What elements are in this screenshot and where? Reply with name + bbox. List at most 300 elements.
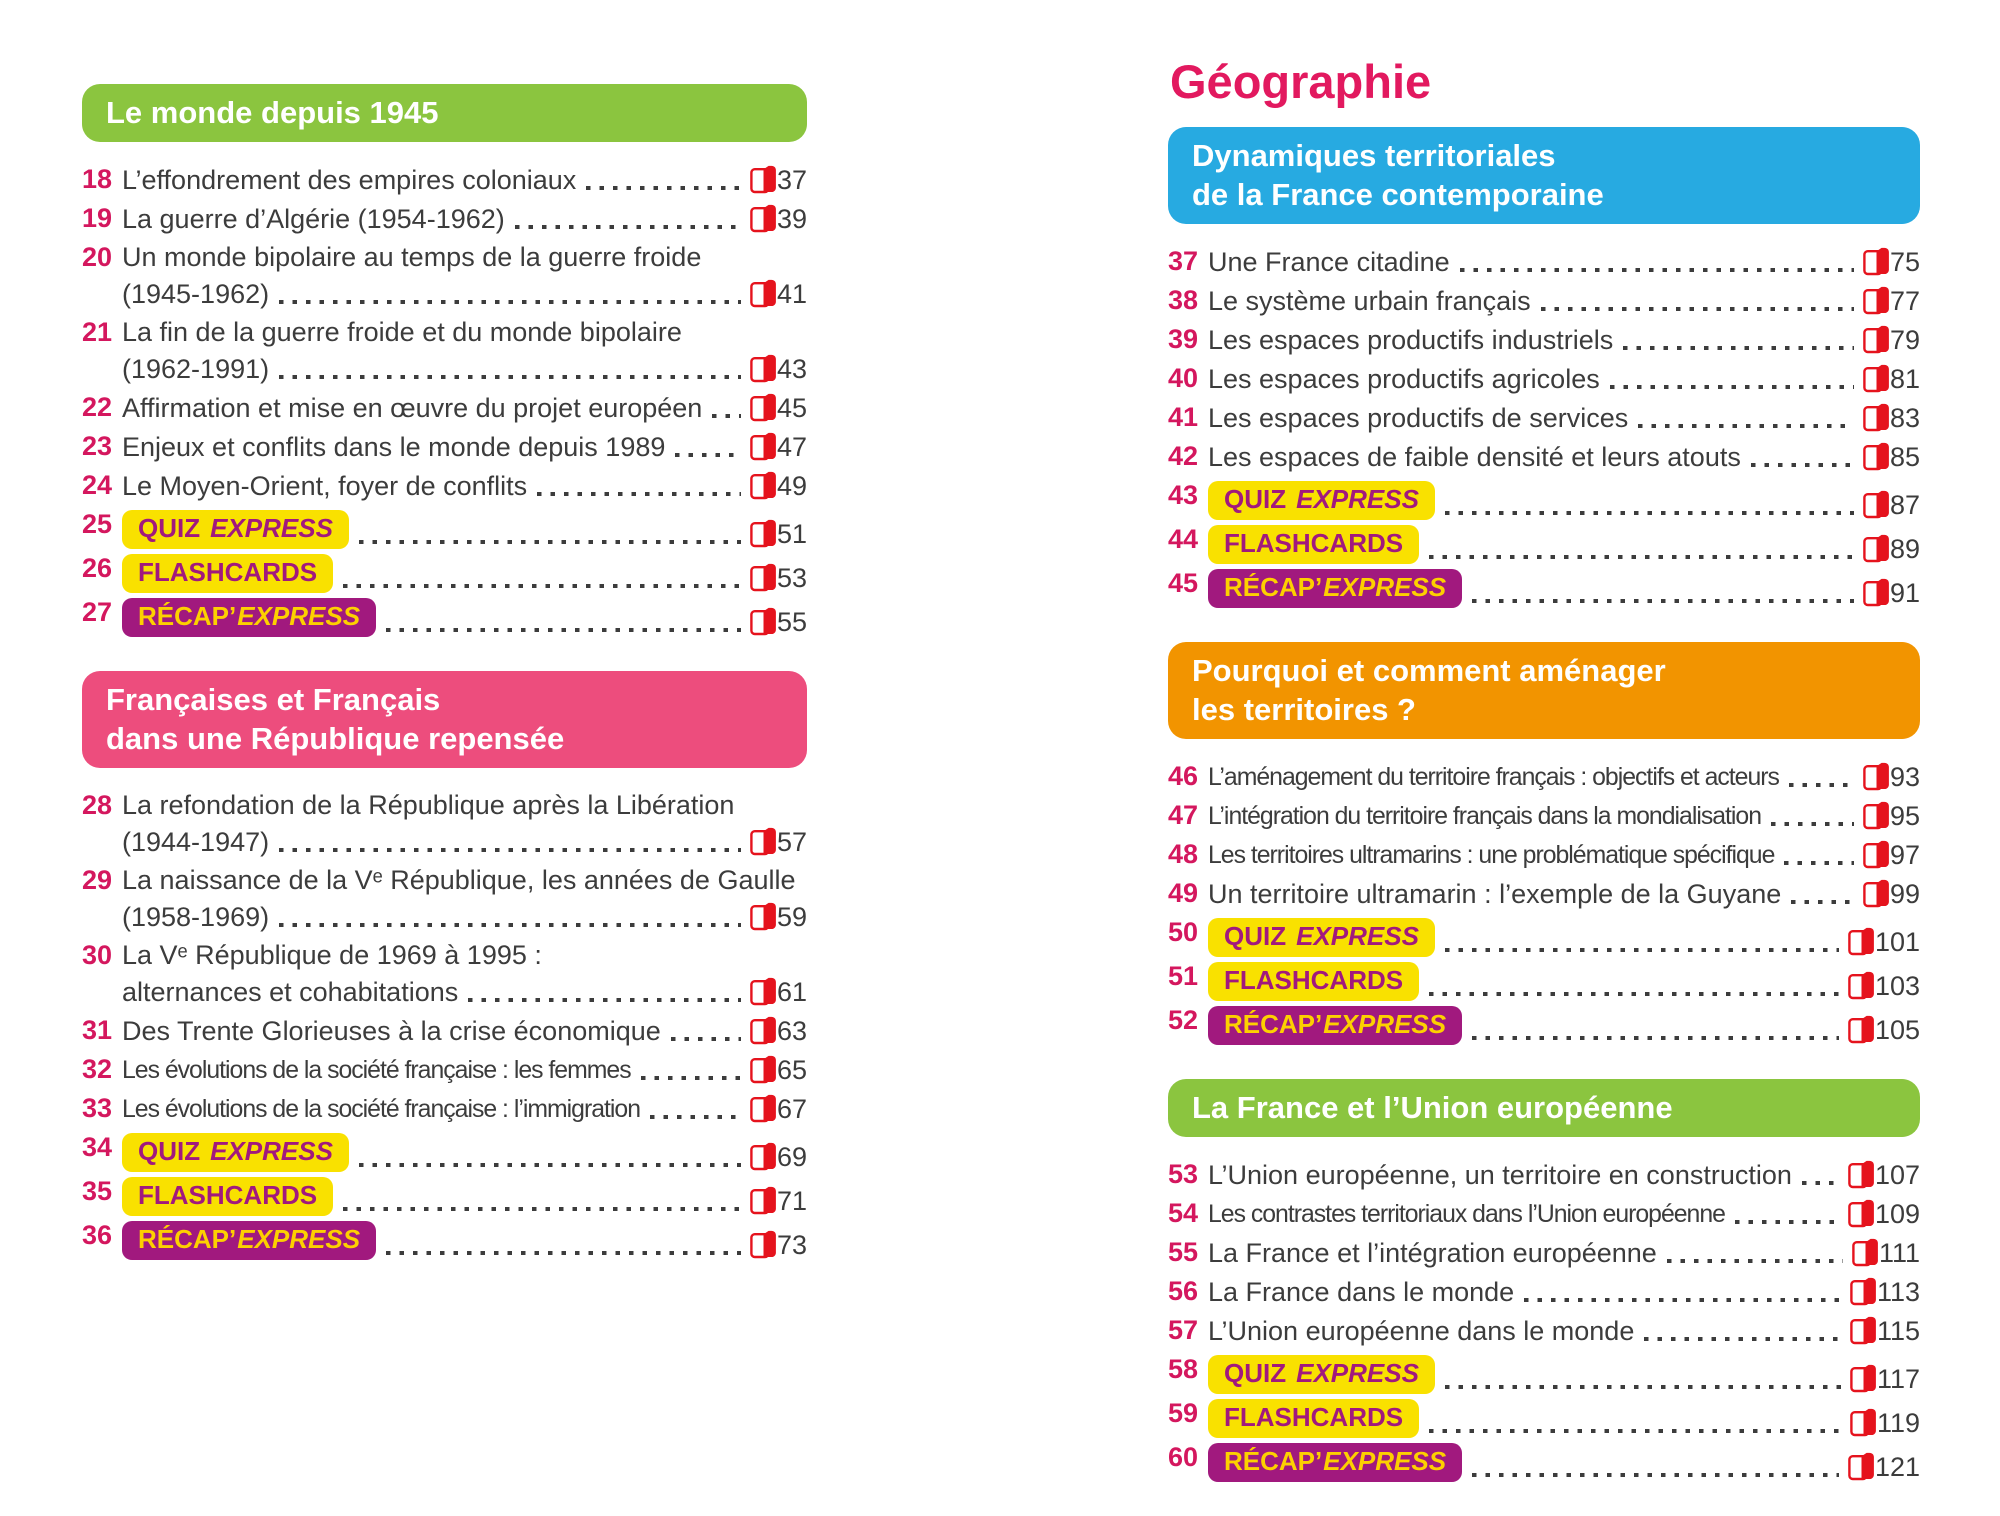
- page-number: 39: [776, 204, 807, 234]
- entry-leader-row: [1208, 918, 1920, 957]
- dotted-leader: [1644, 1337, 1841, 1342]
- entry-leader-row: [1208, 1006, 1920, 1045]
- page-number: 43: [776, 354, 807, 384]
- chapter-number: 19: [82, 203, 113, 233]
- chapter-number: 35: [82, 1176, 113, 1206]
- page-marker-icon: [1848, 1199, 1875, 1229]
- dotted-leader: [515, 225, 741, 230]
- page-number: 63: [776, 1016, 807, 1046]
- badge-label-bold: FLASHCARDS: [138, 1180, 318, 1210]
- page-number: 87: [1889, 490, 1920, 520]
- chapter-number: 28: [82, 790, 113, 820]
- entry-title: Les évolutions de la société française : les femmes: [122, 1057, 631, 1084]
- page-marker-icon: [1850, 1408, 1877, 1438]
- toc-entry: [1168, 1355, 1920, 1394]
- dotted-leader: [359, 1163, 741, 1168]
- dotted-leader: [641, 1076, 741, 1081]
- toc-entry: [82, 1094, 807, 1124]
- dotted-leader: [1791, 900, 1854, 905]
- chapter-number: 37: [1168, 246, 1199, 276]
- toc-entry: [82, 471, 807, 501]
- page-number: 79: [1889, 325, 1920, 355]
- entry-content: [122, 866, 807, 932]
- toc-entry: [1168, 442, 1920, 472]
- entry-leader-row: [122, 827, 807, 857]
- page-number: 119: [1876, 1408, 1920, 1438]
- badge-label-bold: RÉCAP’: [1224, 1446, 1323, 1476]
- dotted-leader: [1610, 385, 1854, 390]
- page-number: 121: [1874, 1452, 1920, 1482]
- page-number: 69: [776, 1142, 807, 1172]
- entry-leader-row: [1208, 879, 1920, 909]
- dotted-leader: [1472, 1473, 1839, 1478]
- entry-title: Le système urbain français: [1208, 286, 1531, 316]
- toc-entry: [82, 598, 807, 637]
- entry-leader-row: [1208, 403, 1920, 433]
- chapter-number: 59: [1168, 1398, 1199, 1428]
- entry-leader-row: [1208, 1277, 1920, 1307]
- entry-content: [122, 204, 807, 234]
- badge-label-italic: EXPRESS: [1296, 484, 1419, 514]
- toc-entry: [82, 510, 807, 549]
- entry-leader-row: [122, 204, 807, 234]
- entry-title: L’Union européenne, un territoire en construction: [1208, 1160, 1792, 1190]
- entry-content: [122, 1133, 807, 1172]
- entry-title: Les espaces productifs industriels: [1208, 325, 1614, 355]
- badge-label-italic: EXPRESS: [1296, 1358, 1419, 1388]
- toc-entry: [1168, 525, 1920, 564]
- page-marker-icon: [750, 1016, 777, 1046]
- entry-badge: [122, 554, 333, 593]
- chapter-number: 58: [1168, 1354, 1199, 1384]
- page-marker-icon: [1848, 1452, 1875, 1482]
- entry-content: [1208, 1238, 1920, 1268]
- badge-label-bold: RÉCAP’: [138, 1224, 237, 1254]
- dotted-leader: [279, 300, 741, 305]
- chapter-number: 20: [82, 242, 113, 272]
- entry-title: La guerre d’Algérie (1954-1962): [122, 204, 505, 234]
- entry-badge: [1208, 525, 1419, 564]
- entry-content: [1208, 442, 1920, 472]
- toc-entry: [1168, 1277, 1920, 1307]
- entry-content: [1208, 918, 1920, 957]
- entry-leader-row: [1208, 1238, 1920, 1268]
- entry-leader-row: [122, 902, 807, 932]
- dotted-leader: [343, 584, 741, 589]
- toc-entry: [1168, 364, 1920, 394]
- entry-leader-row: [122, 510, 807, 549]
- toc-entry: [82, 791, 807, 857]
- dotted-leader: [537, 492, 741, 497]
- chapter-number: 43: [1168, 480, 1199, 510]
- dotted-leader: [1429, 1429, 1841, 1434]
- entry-content: [1208, 879, 1920, 909]
- dotted-leader: [1429, 555, 1854, 560]
- chapter-number: 30: [82, 940, 113, 970]
- page-number: 45: [776, 393, 807, 423]
- entry-leader-row: [122, 1177, 807, 1216]
- page-number: 41: [776, 279, 807, 309]
- page-marker-icon: [1848, 971, 1875, 1001]
- dotted-leader: [279, 375, 741, 380]
- toc-entry: [1168, 286, 1920, 316]
- toc-entry: [82, 318, 807, 384]
- dotted-leader: [712, 414, 741, 419]
- dotted-leader: [1445, 1385, 1841, 1390]
- entry-title-line1: La Vᵉ République de 1969 à 1995 :: [122, 940, 542, 970]
- toc-section: [1168, 127, 1920, 608]
- page-number: 73: [776, 1230, 807, 1260]
- page-number: 55: [776, 607, 807, 637]
- entry-leader-row: [122, 165, 807, 195]
- page-marker-icon: [1850, 1277, 1877, 1307]
- entry-leader-row: [122, 1016, 807, 1046]
- section-entries: [82, 165, 807, 637]
- page-marker-icon: [1850, 1316, 1877, 1346]
- dotted-leader: [1789, 783, 1854, 788]
- badge-label-bold: FLASHCARDS: [1224, 1402, 1404, 1432]
- badge-label-italic: EXPRESS: [237, 601, 361, 631]
- page-number: 71: [776, 1186, 807, 1216]
- entry-leader-row: [1208, 1316, 1920, 1346]
- entry-title: (1944-1947): [122, 827, 270, 857]
- entry-content: [1208, 364, 1920, 394]
- toc-entry: [1168, 1316, 1920, 1346]
- section-entries: [1168, 247, 1920, 608]
- page-number: 103: [1874, 971, 1920, 1001]
- page-number: 57: [776, 827, 807, 857]
- badge-label-bold: FLASHCARDS: [138, 557, 318, 587]
- entry-title: L’Union européenne dans le monde: [1208, 1316, 1635, 1346]
- dotted-leader: [650, 1115, 741, 1120]
- chapter-number: 46: [1168, 761, 1199, 791]
- dotted-leader: [279, 848, 741, 853]
- page-number: 67: [776, 1094, 807, 1124]
- page-marker-icon: [1863, 247, 1890, 277]
- page-marker-icon: [1863, 578, 1890, 608]
- page-number: 65: [776, 1055, 807, 1085]
- page-marker-icon: [750, 607, 777, 637]
- page-marker-icon: [1863, 490, 1890, 520]
- dotted-leader: [1472, 599, 1854, 604]
- chapter-number: 33: [82, 1093, 113, 1123]
- chapter-number: 22: [82, 392, 113, 422]
- chapter-number: 26: [82, 553, 113, 583]
- badge-label-italic: EXPRESS: [210, 513, 333, 543]
- toc-entry: [82, 1221, 807, 1260]
- entry-title: (1962-1991): [122, 354, 270, 384]
- page-number: 49: [776, 471, 807, 501]
- dotted-leader: [1667, 1259, 1843, 1264]
- entry-content: [1208, 1355, 1920, 1394]
- entry-leader-row: [122, 279, 807, 309]
- chapter-number: 49: [1168, 878, 1199, 908]
- entry-badge: [122, 510, 349, 549]
- toc-entry: [1168, 1443, 1920, 1482]
- chapter-number: 53: [1168, 1159, 1199, 1189]
- chapter-number: 48: [1168, 839, 1199, 869]
- toc-entry: [1168, 569, 1920, 608]
- page-marker-icon: [1863, 325, 1890, 355]
- badge-label-bold: FLASHCARDS: [1224, 965, 1404, 995]
- toc-entry: [82, 1055, 807, 1085]
- page-marker-icon: [1863, 879, 1890, 909]
- toc-entry: [1168, 962, 1920, 1001]
- chapter-number: 52: [1168, 1005, 1199, 1035]
- toc-entry: [1168, 1006, 1920, 1045]
- section-entries: [82, 791, 807, 1260]
- toc-section: [82, 84, 807, 637]
- page-marker-icon: [750, 165, 777, 195]
- entry-leader-row: [1208, 1160, 1920, 1190]
- entry-title: L’effondrement des empires coloniaux: [122, 165, 577, 195]
- dotted-leader: [675, 453, 741, 458]
- entry-leader-row: [1208, 1199, 1920, 1229]
- entry-content: [122, 554, 807, 593]
- entry-content: [1208, 481, 1920, 520]
- entry-title: Les territoires ultramarins : une problématique spécifique: [1208, 842, 1775, 869]
- chapter-number: 29: [82, 865, 113, 895]
- entry-content: [122, 598, 807, 637]
- entry-content: [1208, 569, 1920, 608]
- page-marker-icon: [750, 902, 777, 932]
- badge-label-italic: EXPRESS: [237, 1224, 361, 1254]
- page-number: 53: [776, 563, 807, 593]
- entry-leader-row: [122, 598, 807, 637]
- page-number: 61: [776, 977, 807, 1007]
- entry-content: [122, 1221, 807, 1260]
- toc-section: [1168, 1079, 1920, 1482]
- entry-title: alternances et cohabitations: [122, 977, 459, 1007]
- entry-leader-row: [1208, 840, 1920, 870]
- chapter-number: 23: [82, 431, 113, 461]
- section-header: La France et l’Union européenne: [1168, 1079, 1920, 1137]
- dotted-leader: [586, 186, 741, 191]
- entry-content: [122, 471, 807, 501]
- chapter-number: 54: [1168, 1198, 1199, 1228]
- entry-leader-row: [1208, 1399, 1920, 1438]
- chapter-number: 39: [1168, 324, 1199, 354]
- badge-label-bold: QUIZ: [1224, 1358, 1287, 1388]
- entry-leader-row: [1208, 1443, 1920, 1482]
- chapter-number: 51: [1168, 961, 1199, 991]
- subject-title: Géographie: [1170, 55, 1432, 108]
- badge-label-bold: QUIZ: [1224, 484, 1287, 514]
- page-marker-icon: [750, 519, 777, 549]
- toc-entry: [82, 432, 807, 462]
- page-marker-icon: [750, 204, 777, 234]
- entry-title: L’aménagement du territoire français : objectifs et acteurs: [1208, 764, 1779, 791]
- page-marker-icon: [1850, 1364, 1877, 1394]
- dotted-leader: [1771, 822, 1854, 827]
- entry-leader-row: [1208, 569, 1920, 608]
- page-marker-icon: [750, 1230, 777, 1260]
- entry-content: [1208, 1443, 1920, 1482]
- toc-entry: [1168, 325, 1920, 355]
- badge-label-italic: EXPRESS: [210, 1136, 333, 1166]
- geography-sections: [1168, 127, 1920, 1482]
- dotted-leader: [1802, 1181, 1839, 1186]
- entry-content: [1208, 1277, 1920, 1307]
- toc-entry: [82, 165, 807, 195]
- entry-badge: [122, 1133, 349, 1172]
- page-number: 51: [776, 519, 807, 549]
- page-number: 97: [1889, 840, 1920, 870]
- history-sections: [82, 0, 807, 1260]
- page-marker-icon: [1863, 403, 1890, 433]
- entry-title: Les espaces productifs agricoles: [1208, 364, 1600, 394]
- toc-entry: [82, 941, 807, 1007]
- badge-label-italic: EXPRESS: [1323, 1446, 1447, 1476]
- toc-entry: [82, 393, 807, 423]
- entry-leader-row: [1208, 364, 1920, 394]
- entry-leader-row: [122, 393, 807, 423]
- chapter-number: 56: [1168, 1276, 1199, 1306]
- entry-content: [122, 1016, 807, 1046]
- dotted-leader: [1623, 346, 1854, 351]
- chapter-number: 44: [1168, 524, 1199, 554]
- entry-leader-row: [1208, 442, 1920, 472]
- badge-label-bold: RÉCAP’: [1224, 1009, 1323, 1039]
- entry-badge: [1208, 1443, 1462, 1482]
- page-marker-icon: [750, 1094, 777, 1124]
- chapter-number: 18: [82, 164, 113, 194]
- toc-entry: [82, 866, 807, 932]
- entry-title: Les évolutions de la société française : l’immigration: [122, 1096, 640, 1123]
- entry-content: [122, 432, 807, 462]
- chapter-number: 36: [82, 1220, 113, 1250]
- entry-content: [1208, 1160, 1920, 1190]
- entry-badge: [1208, 1006, 1462, 1045]
- entry-leader-row: [1208, 525, 1920, 564]
- page-number: 47: [776, 432, 807, 462]
- entry-title: Affirmation et mise en œuvre du projet européen: [122, 393, 703, 423]
- entry-badge: [122, 1177, 333, 1216]
- badge-label-bold: QUIZ: [138, 1136, 201, 1166]
- page-marker-icon: [1863, 442, 1890, 472]
- page-number: 99: [1889, 879, 1920, 909]
- entry-content: [1208, 286, 1920, 316]
- entry-badge: [1208, 1399, 1419, 1438]
- entry-content: [1208, 1316, 1920, 1346]
- toc-entry: [82, 204, 807, 234]
- chapter-number: 47: [1168, 800, 1199, 830]
- dotted-leader: [1638, 424, 1854, 429]
- page-number: 75: [1889, 247, 1920, 277]
- toc-entry: [1168, 1238, 1920, 1268]
- entry-badge: [1208, 481, 1435, 520]
- entry-leader-row: [122, 1221, 807, 1260]
- chapter-number: 34: [82, 1132, 113, 1162]
- toc-section: [82, 671, 807, 1260]
- dotted-leader: [1784, 861, 1854, 866]
- toc-entry: [82, 1016, 807, 1046]
- page-number: 83: [1889, 403, 1920, 433]
- entry-content: [122, 1055, 807, 1085]
- entry-content: [1208, 1199, 1920, 1229]
- page-marker-icon: [750, 1186, 777, 1216]
- dotted-leader: [1460, 268, 1854, 273]
- badge-label-italic: EXPRESS: [1296, 921, 1419, 951]
- chapter-number: 24: [82, 470, 113, 500]
- entry-title: Les contrastes territoriaux dans l’Union européenne: [1208, 1201, 1725, 1228]
- dotted-leader: [1735, 1220, 1839, 1225]
- entry-content: [1208, 403, 1920, 433]
- entry-badge: [122, 598, 376, 637]
- page-marker-icon: [1863, 364, 1890, 394]
- page-marker-icon: [1863, 801, 1890, 831]
- page-number: 111: [1878, 1238, 1920, 1268]
- page-number: 117: [1876, 1364, 1920, 1394]
- entry-leader-row: [122, 554, 807, 593]
- entry-leader-row: [122, 471, 807, 501]
- entry-leader-row: [1208, 286, 1920, 316]
- toc-entry: [82, 243, 807, 309]
- page-marker-icon: [1852, 1238, 1879, 1268]
- entry-title: (1958-1969): [122, 902, 270, 932]
- page-marker-icon: [750, 977, 777, 1007]
- entry-badge: [122, 1221, 376, 1260]
- entry-content: [122, 318, 807, 384]
- toc-entry: [1168, 840, 1920, 870]
- chapter-number: 32: [82, 1054, 113, 1084]
- entry-content: [122, 510, 807, 549]
- chapter-number: 40: [1168, 363, 1199, 393]
- entry-content: [1208, 247, 1920, 277]
- entry-leader-row: [1208, 1355, 1920, 1394]
- toc-entry: [1168, 247, 1920, 277]
- toc-entry: [1168, 918, 1920, 957]
- entry-leader-row: [122, 354, 807, 384]
- section-header: Le monde depuis 1945: [82, 84, 807, 142]
- entry-leader-row: [122, 1094, 807, 1124]
- entry-title: Les espaces productifs de services: [1208, 403, 1629, 433]
- page-number: 77: [1889, 286, 1920, 316]
- page-number: 91: [1889, 578, 1920, 608]
- section-header: Pourquoi et comment aménager les territoires ?: [1168, 642, 1920, 739]
- chapter-number: 31: [82, 1015, 113, 1045]
- chapter-number: 25: [82, 509, 113, 539]
- page-number: 105: [1874, 1015, 1920, 1045]
- toc-entry: [1168, 801, 1920, 831]
- page-number: 89: [1889, 534, 1920, 564]
- entry-leader-row: [122, 977, 807, 1007]
- entry-content: [122, 1177, 807, 1216]
- entry-badge: [1208, 1355, 1435, 1394]
- entry-title: (1945-1962): [122, 279, 270, 309]
- badge-label-bold: RÉCAP’: [1224, 572, 1323, 602]
- section-entries: [1168, 762, 1920, 1045]
- page-marker-icon: [750, 279, 777, 309]
- page-marker-icon: [1863, 286, 1890, 316]
- dotted-leader: [386, 1251, 741, 1256]
- page-marker-icon: [750, 393, 777, 423]
- chapter-number: 42: [1168, 441, 1199, 471]
- entry-title: La France et l’intégration européenne: [1208, 1238, 1657, 1268]
- entry-content: [1208, 762, 1920, 792]
- entry-title: Le Moyen-Orient, foyer de conflits: [122, 471, 528, 501]
- entry-content: [122, 243, 807, 309]
- chapter-number: 38: [1168, 285, 1199, 315]
- entry-title-line1: Un monde bipolaire au temps de la guerre froide: [122, 242, 702, 272]
- page-marker-icon: [1848, 927, 1875, 957]
- page-marker-icon: [750, 827, 777, 857]
- dotted-leader: [343, 1207, 741, 1212]
- chapter-number: 27: [82, 597, 113, 627]
- page-marker-icon: [750, 432, 777, 462]
- entry-leader-row: [1208, 481, 1920, 520]
- entry-title-line1: La naissance de la Vᵉ République, les années de Gaulle: [122, 865, 796, 895]
